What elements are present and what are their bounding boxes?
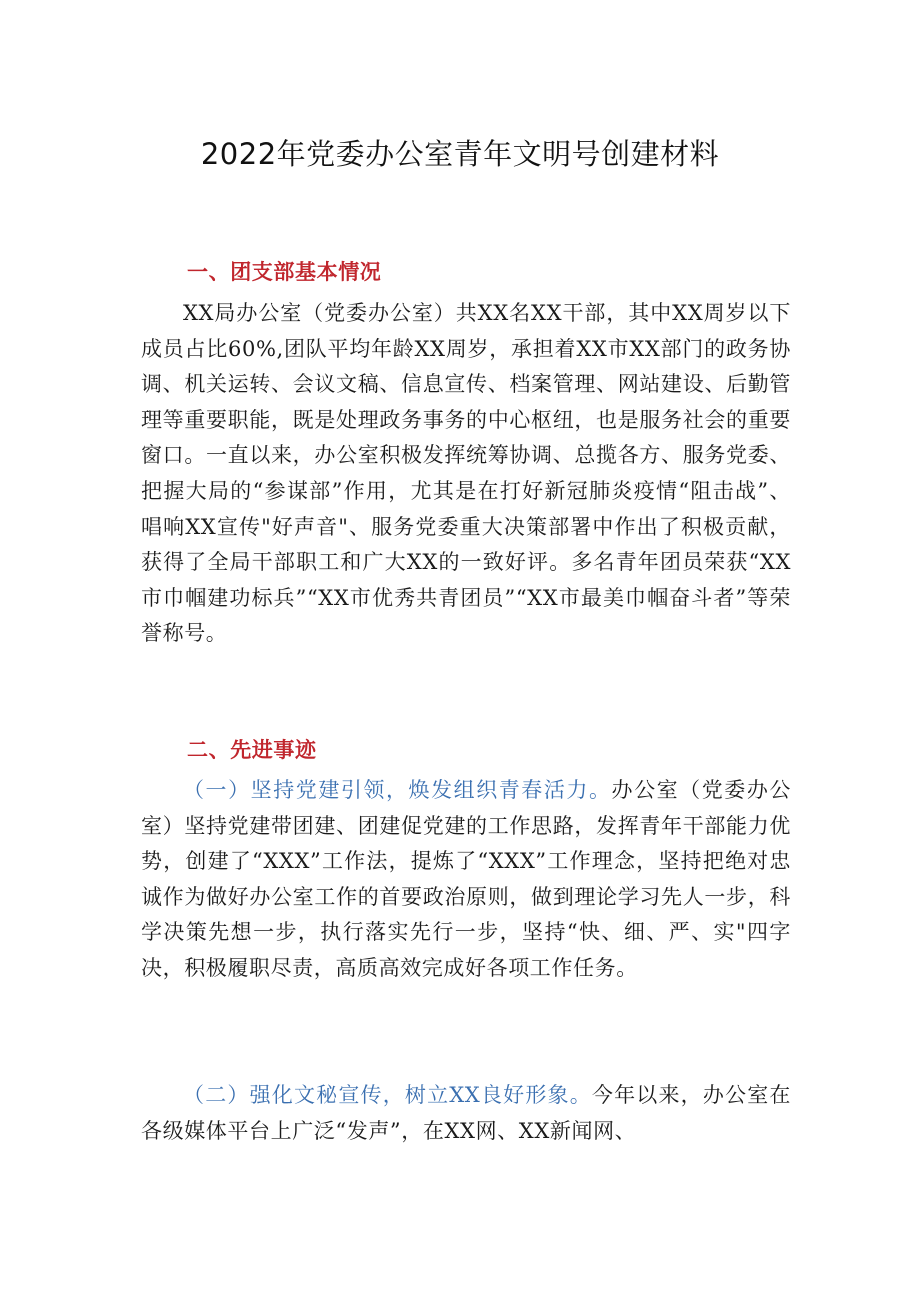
paragraph-publicity — [141, 1078, 791, 1149]
subheading-publicity: （二）强化文秘宣传，树立XX良好形象。 — [183, 1083, 592, 1107]
section-basic-info-body — [141, 296, 791, 652]
paragraph-publicity-text: 今年以来，办公室在各级媒体平台上广泛“发声”，在XX网、XX新闻网、 — [141, 1083, 791, 1143]
paragraph-party-leadership — [141, 773, 791, 987]
section-achievements-body-1 — [141, 773, 791, 987]
section-achievements-body-2 — [141, 1078, 791, 1149]
paragraph-basic-info: XX局办公室（党委办公室）共XX名XX干部，其中XX周岁以下成员占比60%,团队平均年龄XX周岁，承担着XX市XX部门的政务协调、机关运转、会议文稿、信息宣传、档案管理、网站建设、后勤管理等重要职能，既是处理政务事务的中心枢纽，也是服务社会的重要窗口。一直以来，办公室积极发挥统筹协调、总揽各方、服务党委、把握大局的“参谋部”作用，尤其是在打好新冠肺炎疫情“阻击战”、唱响XX宣传"好声音"、服务党委重大决策部署中作出了积极贡献，获得了全局干部职工和广大XX的一致好评。多名青年团员荣获“XX市巾帼建功标兵”“XX市优秀共青团员”“XX市最美巾帼奋斗者”等荣誉称号。 — [141, 301, 791, 646]
paragraph-party-leadership-text: 办公室（党委办公室）坚持党建带团建、团建促党建的工作思路，发挥青年干部能力优势，创建了“XXX”工作法，提炼了“XXX”工作理念，坚持把绝对忠诚作为做好办公室工作的首要政治原则，做到理论学习先人一步，科学决策先想一步，执行落实先行一步，坚持“快、细、严、实"四字决，积极履职尽责，高质高效完成好各项工作任务。 — [141, 778, 791, 980]
section-heading-basic-info: 一、团支部基本情况 — [187, 260, 382, 284]
document-title: 2022年党委办公室青年文明号创建材料 — [200, 137, 720, 171]
section-heading-achievements: 二、先进事迹 — [187, 738, 317, 762]
subheading-party-leadership: （一）坚持党建引领，焕发组织青春活力。 — [183, 778, 612, 802]
